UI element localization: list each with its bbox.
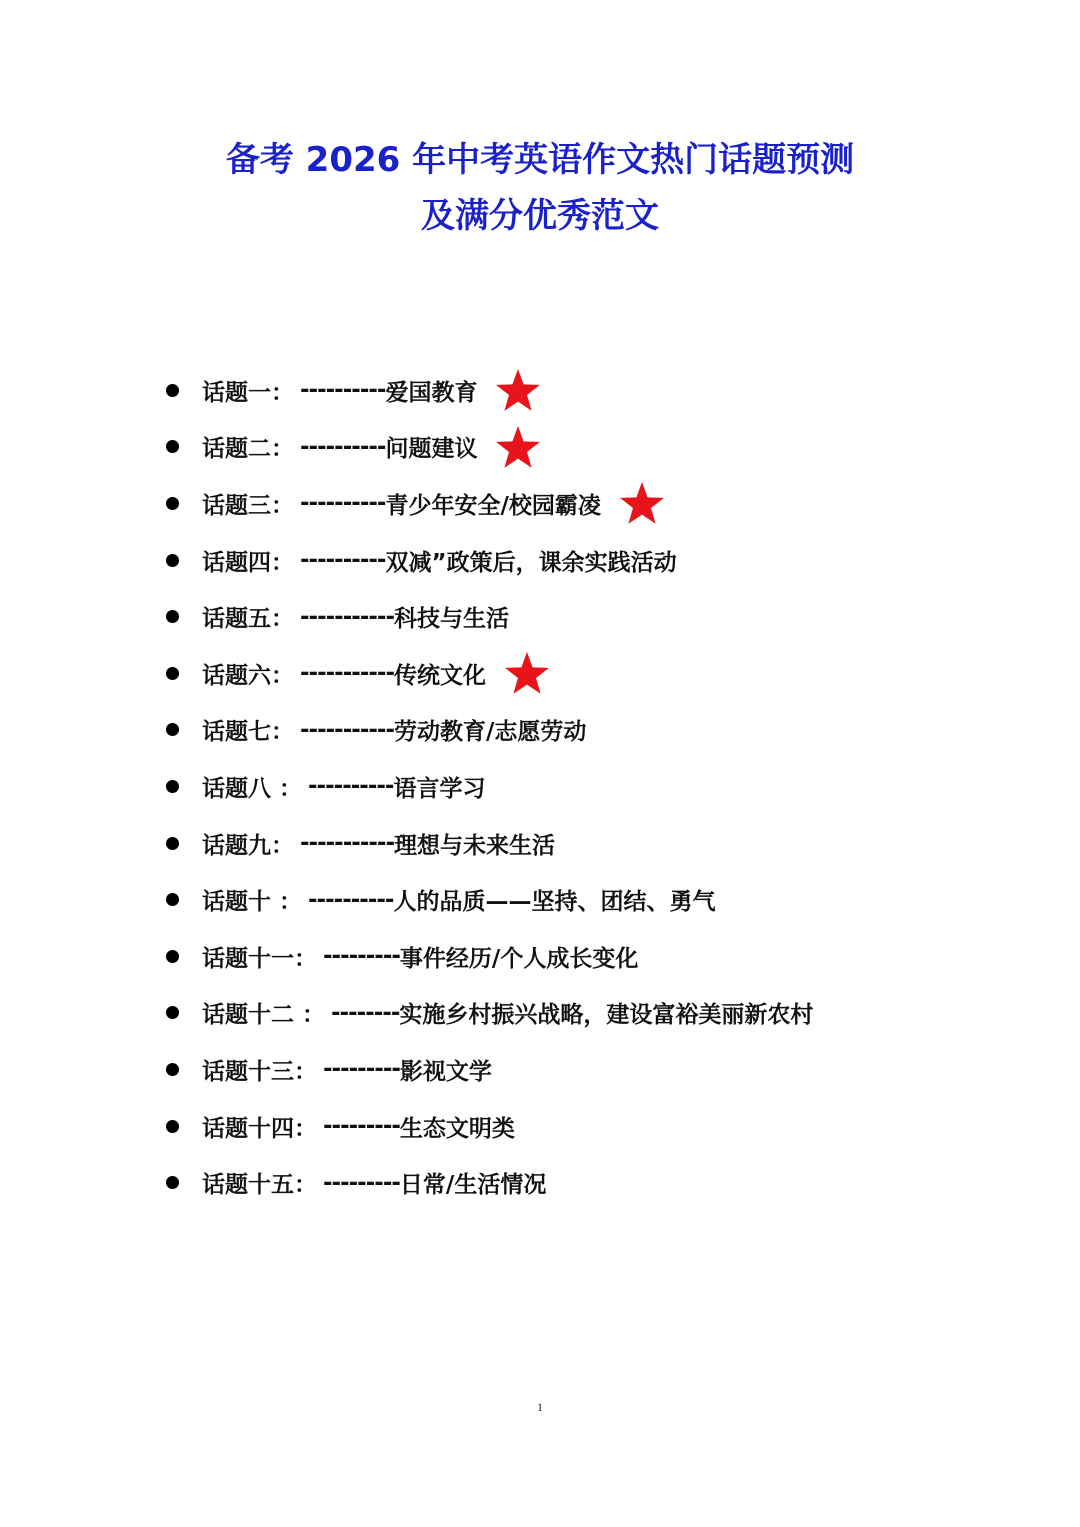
topic-label: 话题二： [202, 436, 294, 463]
star-icon [495, 368, 541, 412]
topic-separator: ---------- [300, 490, 386, 517]
topic-label: 话题五： [202, 606, 294, 633]
topic-item [160, 419, 1060, 476]
topic-separator: --------- [323, 943, 400, 970]
star-icon [495, 425, 541, 469]
bullet-dot-icon [166, 950, 179, 963]
bullet-dot-icon [166, 1006, 179, 1019]
page-number: 1 [537, 1400, 543, 1414]
topic-subject: 影视文学 [399, 1058, 492, 1085]
topic-separator: --------- [323, 1169, 400, 1196]
bullet-dot-icon [166, 723, 179, 736]
topic-subject: 语言学习 [393, 775, 486, 802]
topic-label: 话题九： [202, 832, 294, 859]
topic-separator: ---------- [300, 377, 386, 404]
topic-item [160, 1154, 1060, 1211]
topic-subject: 生态文明类 [399, 1115, 515, 1142]
topic-separator: -------- [331, 999, 400, 1026]
topic-separator: ----------- [300, 660, 395, 687]
topic-item [160, 588, 1060, 645]
topic-label: 话题十三： [202, 1058, 317, 1085]
topic-subject: 问题建议 [385, 436, 478, 463]
topic-label: 话题八 ： [202, 775, 303, 802]
topic-label: 话题十 ： [202, 889, 303, 916]
bullet-dot-icon [166, 440, 179, 453]
topic-subject: 科技与生活 [394, 606, 510, 633]
topic-subject: 日常/生活情况 [399, 1172, 547, 1199]
bullet-dot-icon [166, 1120, 179, 1133]
topic-separator: ---------- [300, 433, 386, 460]
topic-label: 话题三： [202, 492, 294, 519]
topic-item [160, 702, 1060, 759]
topic-separator: ----------- [300, 830, 395, 857]
topic-separator: ---------- [308, 773, 394, 800]
bullet-dot-icon [166, 837, 179, 850]
topic-label: 话题十一： [202, 945, 317, 972]
topic-label: 话题十五： [202, 1172, 317, 1199]
bullet-dot-icon [166, 554, 179, 567]
topic-item [160, 758, 1060, 815]
star-icon [619, 481, 665, 525]
bullet-dot-icon [166, 1176, 179, 1189]
topic-separator: --------- [323, 1113, 400, 1140]
document-title-line-1: 备考 2026 年中考英语作文热门话题预测 [225, 140, 855, 180]
topic-subject: 劳动教育/志愿劳动 [394, 719, 587, 746]
topic-item [160, 985, 1060, 1042]
topic-separator: ---------- [300, 547, 386, 574]
document-title-line-2: 及满分优秀范文 [421, 196, 659, 236]
topic-label: 话题四： [202, 549, 294, 576]
topic-list [160, 362, 1060, 1211]
topic-item [160, 815, 1060, 872]
topic-label: 话题七： [202, 719, 294, 746]
topic-label: 话题一： [202, 379, 294, 406]
star-icon [504, 651, 550, 695]
topic-label: 话题六： [202, 662, 294, 689]
topic-separator: --------- [323, 1056, 400, 1083]
topic-separator: ----------- [300, 716, 395, 743]
topic-subject: 爱国教育 [385, 379, 478, 406]
topic-item [160, 928, 1060, 985]
topic-item [160, 362, 1060, 419]
topic-subject: 实施乡村振兴战略，建设富裕美丽新农村 [399, 1002, 814, 1029]
topic-subject: 理想与未来生活 [394, 832, 556, 859]
topic-item [160, 1098, 1060, 1155]
bullet-dot-icon [166, 610, 179, 623]
topic-item [160, 532, 1060, 589]
topic-label: 话题十二 ： [202, 1002, 326, 1029]
topic-subject: 双减”政策后，课余实践活动 [385, 549, 677, 576]
bullet-dot-icon [166, 667, 179, 680]
topic-item [160, 1041, 1060, 1098]
topic-subject: 人的品质——坚持、团结、勇气 [393, 889, 716, 916]
bullet-dot-icon [166, 780, 179, 793]
bullet-dot-icon [166, 384, 179, 397]
bullet-dot-icon [166, 1063, 179, 1076]
topic-label: 话题十四： [202, 1115, 317, 1142]
topic-subject: 青少年安全/校园霸凌 [385, 492, 601, 519]
topic-subject: 传统文化 [394, 662, 487, 689]
topic-separator: ---------- [308, 886, 394, 913]
topic-item [160, 871, 1060, 928]
topic-item [160, 475, 1060, 532]
bullet-dot-icon [166, 497, 179, 510]
topic-subject: 事件经历/个人成长变化 [399, 945, 639, 972]
topic-item [160, 645, 1060, 702]
topic-separator: ----------- [300, 603, 395, 630]
bullet-dot-icon [166, 893, 179, 906]
